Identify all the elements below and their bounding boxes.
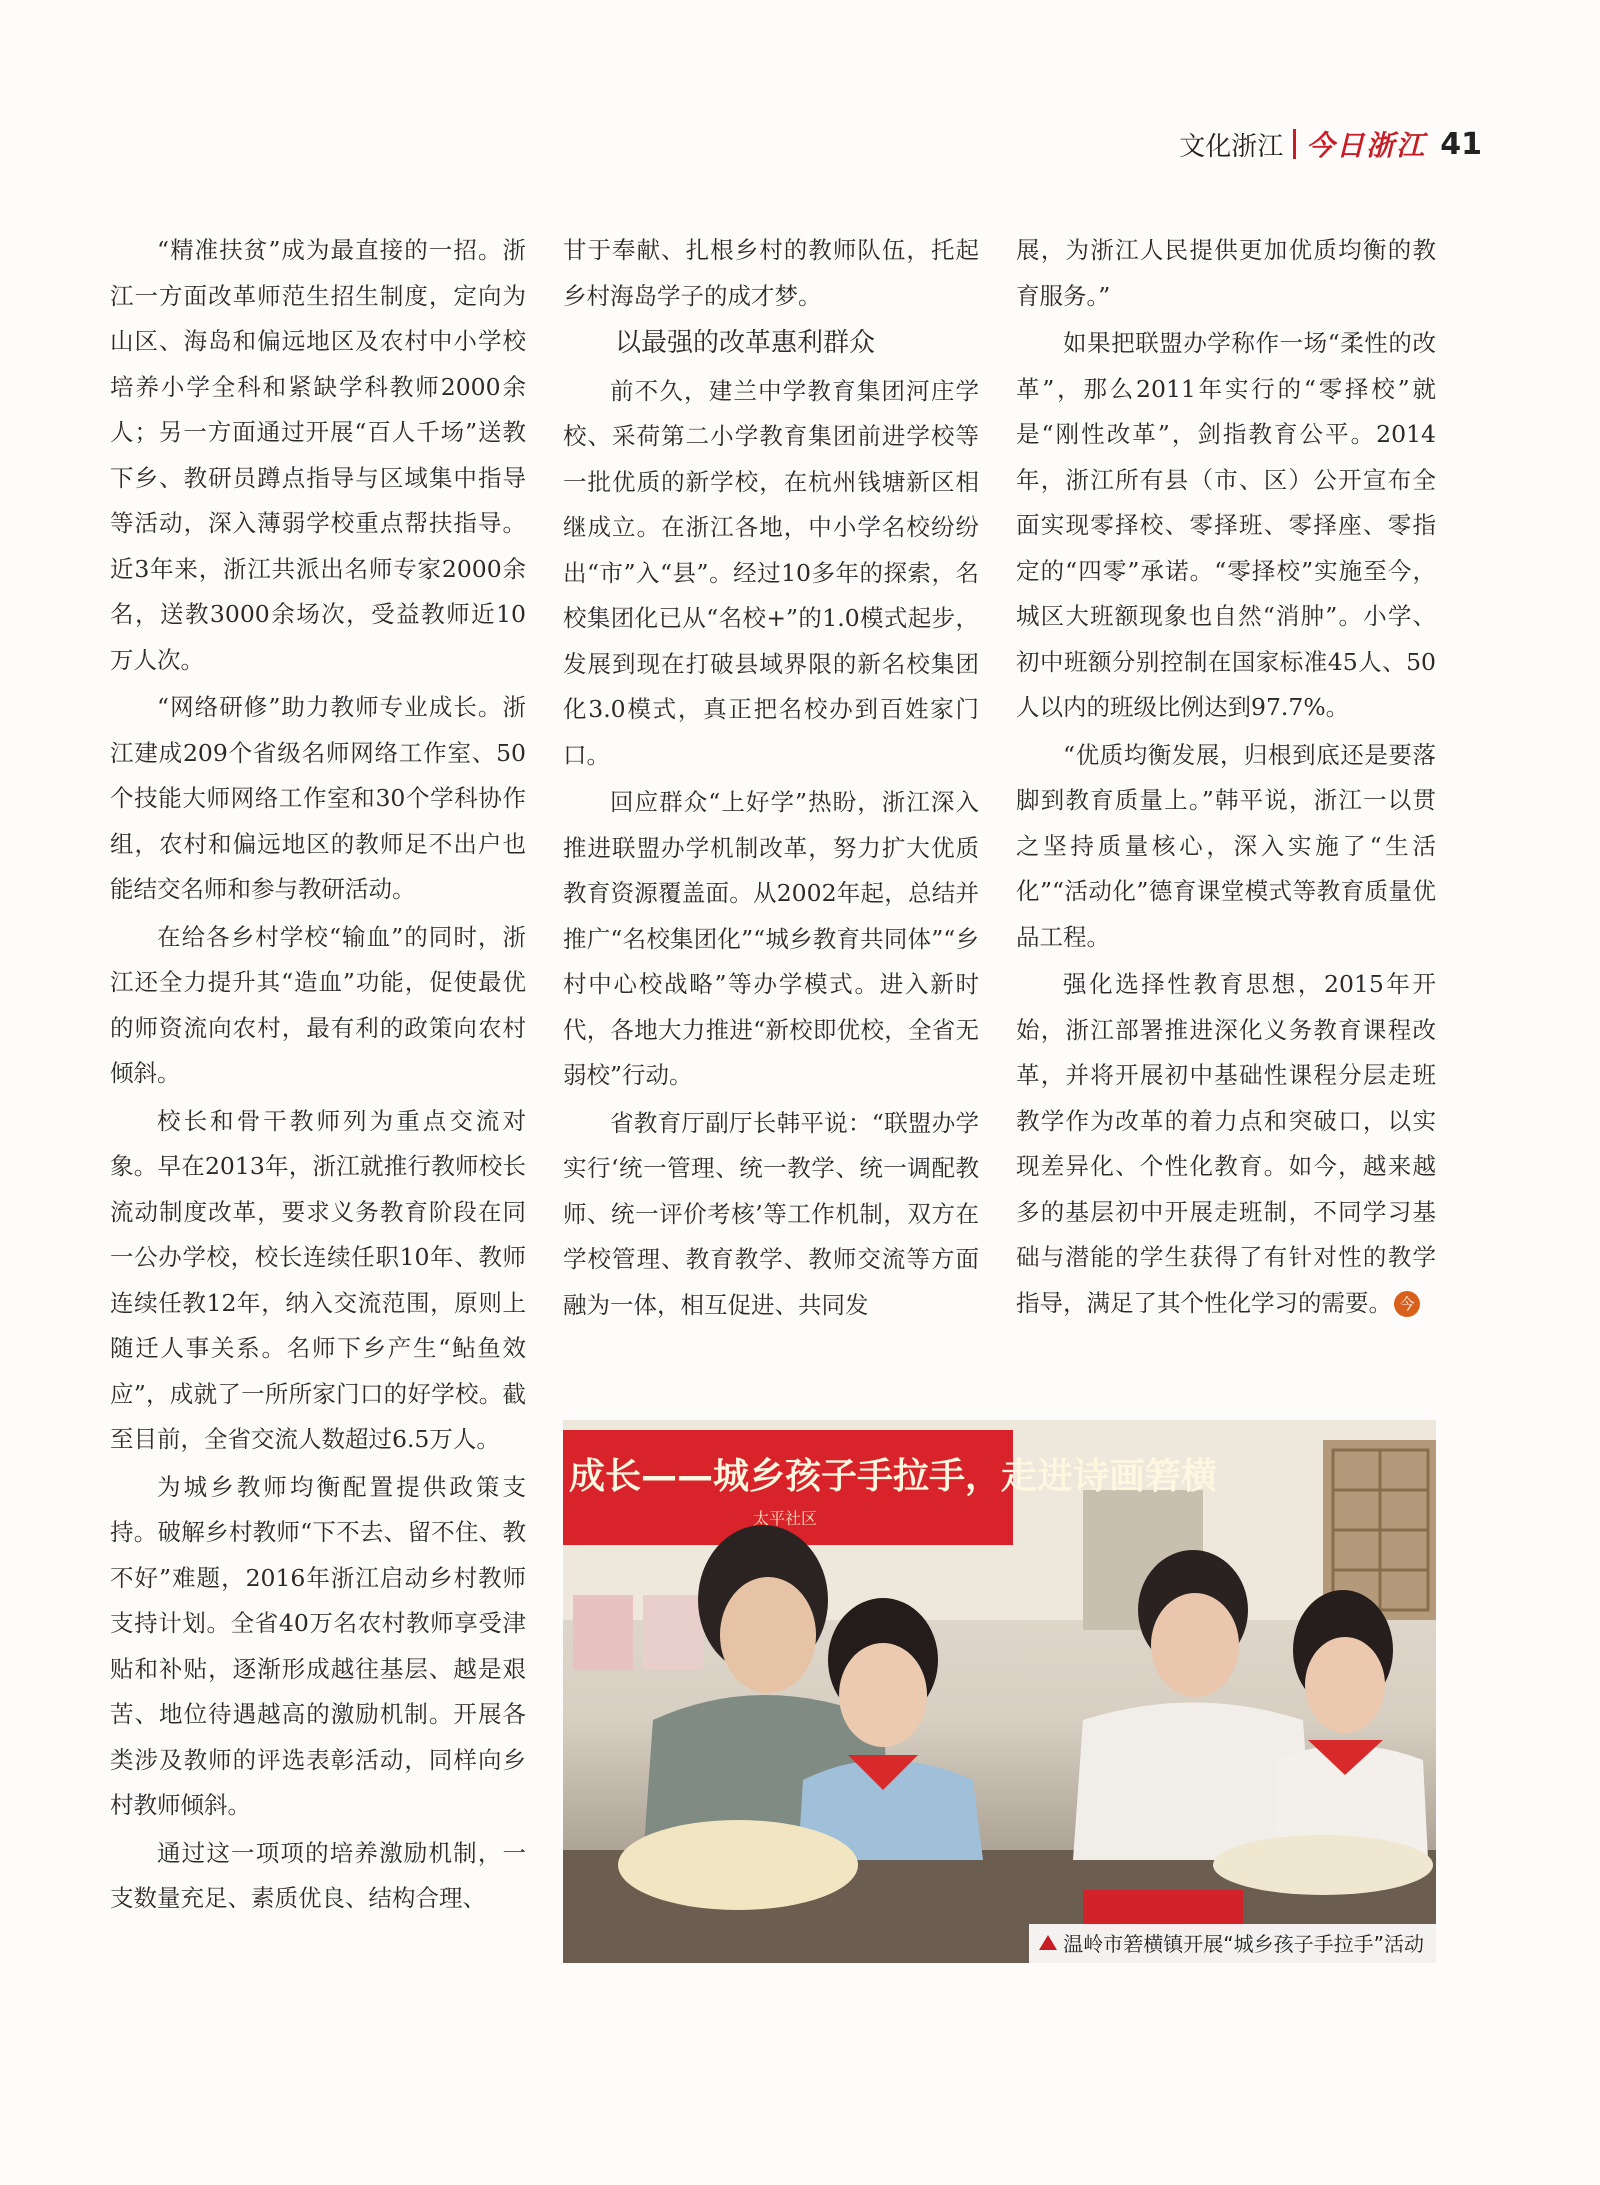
photo-caption [1029,1924,1436,1963]
paragraph: “精准扶贫”成为最直接的一招。浙江一方面改革师范生招生制度，定向为山区、海岛和偏远地区及农村中小学校培养小学全科和紧缺学科教师2000余人；另一方面通过开展“百人千场”送教下乡、教研员蹲点指导与区域集中指导等活动，深入薄弱学校重点帮扶指导。近3年来，浙江共派出名师专家2000余名，送教3000余场次，受益教师近10万人次。 [110,236,526,674]
page-number: 41 [1440,126,1482,162]
page-header [1179,124,1482,164]
paragraph: “网络研修”助力教师专业成长。浙江建成209个省级名师网络工作室、50个技能大师网络工作室和30个学科协作组，农村和偏远地区的教师足不出户也能结交名师和参与教研活动。 [110,693,526,903]
header-divider [1293,129,1296,159]
paragraph: “优质均衡发展，归根到底还是要落脚到教育质量上。”韩平说，浙江一以贯之坚持质量核心，深入实施了“生活化”“活动化”德育课堂模式等教育质量优品工程。 [1016,740,1436,951]
section-title: 文化浙江 [1179,131,1284,162]
article-column-2 [563,228,979,1330]
paragraph-continued: 展，为浙江人民提供更加优质均衡的教育服务。” [1016,236,1436,310]
photo-illustration [563,1420,1436,1963]
caption-triangle-icon [1039,1935,1057,1950]
paragraph: 省教育厅副厅长韩平说：“联盟办学实行‘统一管理、统一教学、统一调配教师、统一评价考核’等工作机制，双方在学校管理、教育教学、教师交流等方面融为一体，相互促进、共同发 [563,1108,979,1319]
paragraph: 前不久，建兰中学教育集团河庄学校、采荷第二小学教育集团前进学校等一批优质的新学校，在杭州钱塘新区相继成立。在浙江各地，中小学名校纷纷出“市”入“县”。经过10多年的探索，名校集团化已从“名校+”的1.0模式起步，发展到现在打破县域界限的新名校集团化3.0模式，真正把名校办到百姓家门口。 [563,376,979,769]
end-mark-icon: 今 [1394,1291,1420,1317]
paragraph [1016,962,1436,1326]
banner-subtext: 太平社区 [753,1509,818,1528]
caption-text: 温岭市箬横镇开展“城乡孩子手拉手”活动 [1063,1932,1424,1956]
banner-text: 成长——城乡孩子手拉手，走进诗画箬横 [569,1456,1218,1497]
paragraph-text: 强化选择性教育思想，2015年开始，浙江部署推进深化义务教育课程改革，并将开展初中基础性课程分层走班教学作为改革的着力点和突破口，以实现差异化、个性化教育。如今，越来越多的基层初中开展走班制，不同学习基础与潜能的学生获得了有针对性的教学指导，满足了其个性化学习的需要。 [1016,970,1436,1317]
paragraph: 校长和骨干教师列为重点交流对象。早在2013年，浙江就推行教师校长流动制度改革，要求义务教育阶段在同一公办学校，校长连续任职10年、教师连续任教12年，纳入交流范围，原则上随迁人事关系。名师下乡产生“鲇鱼效应”，成就了一所所家门口的好学校。截至目前，全省交流人数超过6.5万人。 [110,1106,526,1453]
paragraph: 回应群众“上好学”热盼，浙江深入推进联盟办学机制改革，努力扩大优质教育资源覆盖面。从2002年起，总结并推广“名校集团化”“城乡教育共同体”“乡村中心校战略”等办学模式。进入新时代，各地大力推进“新校即优校，全省无弱校”行动。 [563,788,979,1089]
paragraph: 为城乡教师均衡配置提供政策支持。破解乡村教师“下不去、留不住、教不好”难题，2016年浙江启动乡村教师支持计划。全省40万名农村教师享受津贴和补贴，逐渐形成越往基层、越是艰苦、地位待遇越高的激励机制。开展各类涉及教师的评选表彰活动，同样向乡村教师倾斜。 [110,1472,526,1819]
article-photo [563,1420,1436,1963]
paragraph: 在给各乡村学校“输血”的同时，浙江还全力提升其“造血”功能，促使最优的师资流向农村，最有利的政策向农村倾斜。 [110,922,526,1087]
paragraph: 通过这一项项的培养激励机制，一支数量充足、素质优良、结构合理、 [110,1838,526,1912]
paragraph: 如果把联盟办学称作一场“柔性的改革”，那么2011年实行的“零择校”就是“刚性改革”，剑指教育公平。2014年，浙江所有县（市、区）公开宣布全面实现零择校、零择班、零择座、零指定的“四零”承诺。“零择校”实施至今，城区大班额现象也自然“消肿”。小学、初中班额分别控制在国家标准45人、50人以内的班级比例达到97.7%。 [1016,329,1436,721]
article-column-3 [1016,228,1436,1328]
article-column-1 [110,228,526,1924]
section-subheading: 以最强的改革惠利群众 [615,328,876,358]
magazine-logo: 今日浙江 [1306,129,1427,162]
paragraph-continued: 甘于奉献、扎根乡村的教师队伍，托起乡村海岛学子的成才梦。 [563,236,979,310]
